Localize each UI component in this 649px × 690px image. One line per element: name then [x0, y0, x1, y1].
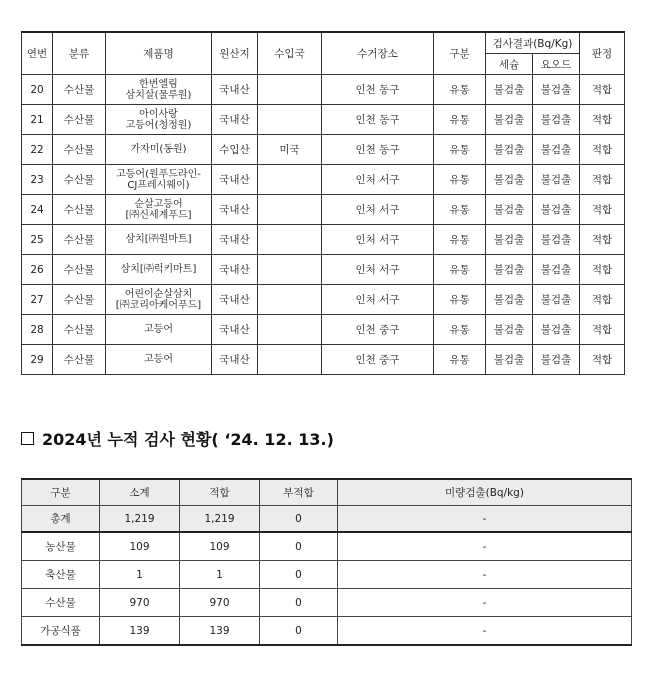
- cell-location: 인처 서구: [322, 255, 434, 285]
- cell-no: 29: [22, 345, 53, 375]
- cell-location: 인처 서구: [322, 225, 434, 255]
- cell-verdict: 적합: [580, 195, 625, 225]
- cell-type: 유통: [434, 255, 486, 285]
- summary-cell-trace: -: [338, 532, 632, 561]
- summary-header-trace: 미량검출(Bq/kg): [338, 479, 632, 506]
- summary-cell-trace: -: [338, 589, 632, 617]
- cell-import-country: [258, 75, 322, 105]
- header-location: 수거장소: [322, 32, 434, 75]
- summary-cell-subtotal: 139: [100, 617, 180, 646]
- cell-cesium: 불검출: [486, 225, 533, 255]
- cell-category: 수산물: [53, 135, 106, 165]
- cell-location: 인천 동구: [322, 135, 434, 165]
- cell-verdict: 적합: [580, 225, 625, 255]
- cell-import-country: [258, 285, 322, 315]
- summary-total-subtotal: 1,219: [100, 506, 180, 533]
- cell-product: [106, 315, 212, 345]
- summary-cell-pass: 970: [180, 589, 260, 617]
- cell-product: [106, 195, 212, 225]
- cell-type: 유통: [434, 105, 486, 135]
- cell-type: 유통: [434, 195, 486, 225]
- cell-location: 인천 중구: [322, 345, 434, 375]
- table-row: [22, 255, 625, 285]
- cell-product: [106, 225, 212, 255]
- header-origin: 원산지: [212, 32, 258, 75]
- summary-cell-subtotal: 1: [100, 561, 180, 589]
- cell-product: [106, 165, 212, 195]
- summary-cell-fail: 0: [260, 589, 338, 617]
- cell-iodine: 불검출: [533, 165, 580, 195]
- cell-iodine: 불검출: [533, 75, 580, 105]
- cell-iodine: 불검출: [533, 105, 580, 135]
- summary-row: [22, 561, 632, 589]
- table-row: [22, 165, 625, 195]
- cell-cesium: 불검출: [486, 255, 533, 285]
- cell-category: 수산물: [53, 255, 106, 285]
- summary-cell-division: 가공식품: [22, 617, 100, 646]
- product-name-line: [㈜신세계푸드]: [125, 209, 192, 221]
- table-row: [22, 195, 625, 225]
- product-name-line: 아이사랑: [139, 108, 178, 120]
- cell-type: 유통: [434, 225, 486, 255]
- cell-type: 유통: [434, 315, 486, 345]
- cell-location: 인처 서구: [322, 285, 434, 315]
- cell-origin: 국내산: [212, 315, 258, 345]
- cell-origin: 국내산: [212, 345, 258, 375]
- cell-verdict: 적합: [580, 135, 625, 165]
- header-type: 구분: [434, 32, 486, 75]
- cell-type: 유통: [434, 75, 486, 105]
- header-iodine: 요오드: [533, 54, 580, 75]
- summary-cell-fail: 0: [260, 532, 338, 561]
- cell-location: 인처 서구: [322, 195, 434, 225]
- product-name-line: 한번엘림: [139, 78, 178, 90]
- summary-total-trace: -: [338, 506, 632, 533]
- cell-product: [106, 135, 212, 165]
- cell-import-country: [258, 315, 322, 345]
- section-heading: [21, 427, 334, 450]
- cell-origin: 국내산: [212, 225, 258, 255]
- cell-cesium: 불검출: [486, 165, 533, 195]
- cell-verdict: 적합: [580, 345, 625, 375]
- summary-cell-subtotal: 109: [100, 532, 180, 561]
- cell-import-country: [258, 105, 322, 135]
- cell-product: [106, 255, 212, 285]
- summary-total-division: 총계: [22, 506, 100, 533]
- cell-type: 유통: [434, 345, 486, 375]
- cell-no: 22: [22, 135, 53, 165]
- cell-no: 26: [22, 255, 53, 285]
- cell-category: 수산물: [53, 195, 106, 225]
- table-row: [22, 135, 625, 165]
- header-no: 연번: [22, 32, 53, 75]
- summary-cell-division: 농산물: [22, 532, 100, 561]
- cumulative-summary-table: [21, 478, 632, 646]
- cell-iodine: 불검출: [533, 255, 580, 285]
- cell-import-country: 미국: [258, 135, 322, 165]
- summary-table-body: [22, 506, 632, 646]
- summary-total-row: [22, 506, 632, 533]
- summary-header-fail: 부적합: [260, 479, 338, 506]
- table-row: [22, 285, 625, 315]
- cell-iodine: 불검출: [533, 285, 580, 315]
- cell-iodine: 불검출: [533, 195, 580, 225]
- cell-product: [106, 345, 212, 375]
- cell-origin: 국내산: [212, 165, 258, 195]
- section-title: 2024년 누적 검사 현황( ‘24. 12. 13.): [42, 430, 334, 449]
- product-name-line: 삼치[㈜원마트]: [125, 234, 192, 245]
- product-name-line: 순살고등어: [134, 198, 183, 210]
- table-row: [22, 105, 625, 135]
- summary-total-fail: 0: [260, 506, 338, 533]
- header-product: 제품명: [106, 32, 212, 75]
- cell-origin: 수입산: [212, 135, 258, 165]
- cell-no: 24: [22, 195, 53, 225]
- cell-category: 수산물: [53, 75, 106, 105]
- summary-header-division: 구분: [22, 479, 100, 506]
- product-name-line: 삼치살(물루원): [125, 89, 192, 101]
- cell-cesium: 불검출: [486, 105, 533, 135]
- cell-verdict: 적합: [580, 165, 625, 195]
- cell-category: 수산물: [53, 345, 106, 375]
- summary-total-pass: 1,219: [180, 506, 260, 533]
- header-category: 분류: [53, 32, 106, 75]
- product-name-line: 고등어: [144, 324, 173, 335]
- cell-origin: 국내산: [212, 255, 258, 285]
- cell-category: 수산물: [53, 315, 106, 345]
- cell-cesium: 불검출: [486, 135, 533, 165]
- cell-cesium: 불검출: [486, 195, 533, 225]
- cell-verdict: 적합: [580, 105, 625, 135]
- header-import-country: 수입국: [258, 32, 322, 75]
- cell-import-country: [258, 195, 322, 225]
- cell-category: 수산물: [53, 225, 106, 255]
- cell-category: 수산물: [53, 165, 106, 195]
- cell-iodine: 불검출: [533, 345, 580, 375]
- product-name-line: 고등어: [144, 354, 173, 365]
- cell-import-country: [258, 165, 322, 195]
- product-name-line: 고등어(원푸드라인-: [116, 168, 201, 180]
- product-name-line: 삼치[㈜럭키마트]: [120, 264, 197, 275]
- table-row: [22, 225, 625, 255]
- summary-header-pass: 적합: [180, 479, 260, 506]
- cell-import-country: [258, 345, 322, 375]
- cell-verdict: 적합: [580, 255, 625, 285]
- cell-import-country: [258, 255, 322, 285]
- summary-row: [22, 589, 632, 617]
- table-row: [22, 315, 625, 345]
- cell-origin: 국내산: [212, 105, 258, 135]
- summary-cell-trace: -: [338, 617, 632, 646]
- cell-origin: 국내산: [212, 195, 258, 225]
- cell-location: 인천 동구: [322, 75, 434, 105]
- cell-iodine: 불검출: [533, 315, 580, 345]
- product-name-line: CJ프레시웨이): [127, 179, 190, 191]
- summary-cell-pass: 109: [180, 532, 260, 561]
- header-cesium: 세슘: [486, 54, 533, 75]
- cell-no: 27: [22, 285, 53, 315]
- product-name-line: 어린이순살삼치: [124, 288, 193, 300]
- cell-category: 수산물: [53, 285, 106, 315]
- cell-no: 23: [22, 165, 53, 195]
- inspection-table-body: [22, 75, 625, 375]
- cell-verdict: 적합: [580, 315, 625, 345]
- cell-origin: 국내산: [212, 285, 258, 315]
- cell-no: 25: [22, 225, 53, 255]
- summary-header-subtotal: 소계: [100, 479, 180, 506]
- table-row: [22, 75, 625, 105]
- summary-cell-fail: 0: [260, 617, 338, 646]
- summary-cell-trace: -: [338, 561, 632, 589]
- cell-cesium: 불검출: [486, 285, 533, 315]
- summary-cell-pass: 1: [180, 561, 260, 589]
- cell-verdict: 적합: [580, 285, 625, 315]
- cell-type: 유통: [434, 135, 486, 165]
- cell-location: 인처 서구: [322, 165, 434, 195]
- product-name-line: 고등어(청정원): [125, 119, 192, 131]
- cell-cesium: 불검출: [486, 75, 533, 105]
- cell-cesium: 불검출: [486, 345, 533, 375]
- inspection-results-table: [21, 31, 625, 375]
- cell-product: [106, 75, 212, 105]
- summary-cell-subtotal: 970: [100, 589, 180, 617]
- summary-cell-fail: 0: [260, 561, 338, 589]
- cell-category: 수산물: [53, 105, 106, 135]
- cell-verdict: 적합: [580, 75, 625, 105]
- cell-no: 28: [22, 315, 53, 345]
- cell-location: 인천 중구: [322, 315, 434, 345]
- cell-location: 인천 동구: [322, 105, 434, 135]
- checkbox-square-icon: [21, 432, 34, 445]
- cell-product: [106, 105, 212, 135]
- cell-import-country: [258, 225, 322, 255]
- cell-type: 유통: [434, 165, 486, 195]
- cell-no: 20: [22, 75, 53, 105]
- summary-row: [22, 617, 632, 646]
- summary-row: [22, 532, 632, 561]
- cell-product: [106, 285, 212, 315]
- summary-cell-division: 수산물: [22, 589, 100, 617]
- summary-cell-division: 축산물: [22, 561, 100, 589]
- summary-cell-pass: 139: [180, 617, 260, 646]
- product-name-line: 가자미(동원): [130, 144, 187, 155]
- cell-origin: 국내산: [212, 75, 258, 105]
- header-result-group: 검사결과(Bq/Kg): [486, 32, 580, 54]
- product-name-line: [㈜코리아케어푸드]: [115, 299, 202, 311]
- header-verdict: 판정: [580, 32, 625, 75]
- cell-no: 21: [22, 105, 53, 135]
- cell-type: 유통: [434, 285, 486, 315]
- cell-iodine: 불검출: [533, 135, 580, 165]
- cell-iodine: 불검출: [533, 225, 580, 255]
- table-row: [22, 345, 625, 375]
- cell-cesium: 불검출: [486, 315, 533, 345]
